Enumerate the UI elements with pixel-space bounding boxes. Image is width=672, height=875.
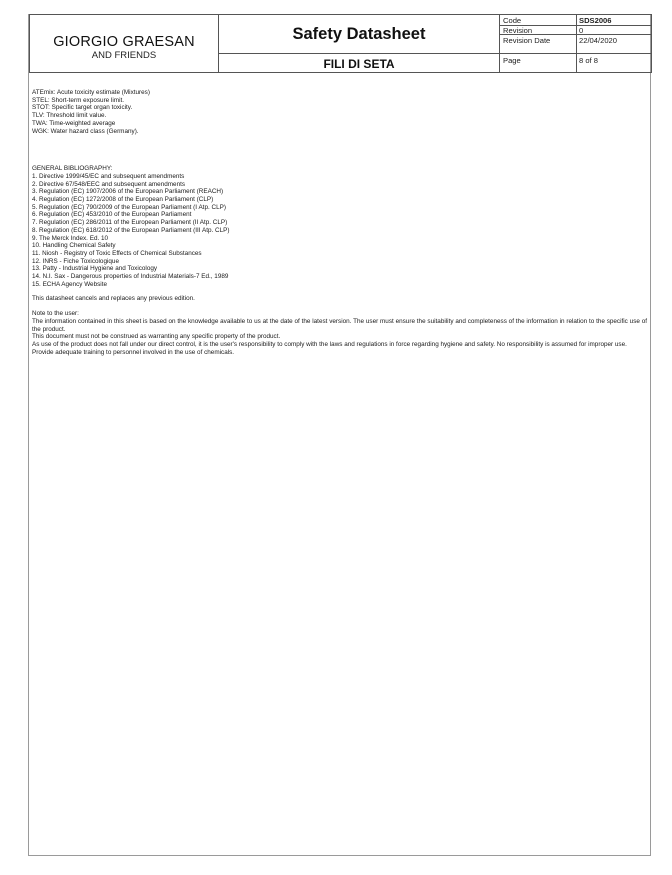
product-name: FILI DI SETA xyxy=(323,57,395,71)
metadata-table xyxy=(500,15,651,72)
note-heading: Note to the user: xyxy=(32,310,79,318)
revision-date-label: Revision Date xyxy=(503,36,551,45)
bibliography-item: 4. Regulation (EC) 1272/2008 of the European Parliament (CLP) xyxy=(32,196,214,204)
page-value: 8 of 8 xyxy=(579,56,598,65)
abbreviation-item: ATEmix: Acute toxicity estimate (Mixtures) xyxy=(32,89,150,96)
bibliography-item: 3. Regulation (EC) 1907/2006 of the European Parliament (REACH) xyxy=(32,188,224,196)
revision-date-value: 22/04/2020 xyxy=(579,36,618,45)
datasheet-header xyxy=(29,14,652,73)
bibliography-item: 7. Regulation (EC) 286/2011 of the European Parliament (II Atp. CLP) xyxy=(32,219,228,227)
meta-divider xyxy=(500,34,651,35)
spacer xyxy=(32,303,647,310)
abbreviation-item: TWA: Time-weighted average xyxy=(32,119,116,127)
note-paragraph: As use of the product does not fall under our direct control, it is the user's responsibility to comply with the laws and regulations in force regarding hygiene and safety. No responsibility is assumed for improper use. xyxy=(32,340,627,348)
revision-label: Revision xyxy=(503,26,533,35)
bibliography-item: 12. INRS - Fiche Toxicologique xyxy=(32,257,119,265)
bibliography-section xyxy=(32,165,647,288)
revision-value: 0 xyxy=(579,26,584,35)
bibliography-item: 10. Handling Chemical Safety xyxy=(32,242,116,250)
bibliography-item: 6. Regulation (EC) 453/2010 of the European Parliament xyxy=(32,211,192,219)
bibliography-item: 5. Regulation (EC) 790/2009 of the European Parliament (I Atp. CLP) xyxy=(32,203,226,211)
code-value: SDS2006 xyxy=(579,16,612,25)
bibliography-item: 13. Patty - Industrial Hygiene and Toxicology xyxy=(32,265,158,273)
bibliography-item: 2. Directive 67/548/EEC and subsequent amendments xyxy=(32,180,186,188)
page-frame xyxy=(28,14,651,856)
spacer xyxy=(32,288,647,295)
note-paragraph: The information contained in this sheet is based on the knowledge available to us at the date of the latest version. The user must ensure the suitability and completeness of the information in relation to the specific use of the product. xyxy=(32,317,647,333)
abbreviation-item: TLV: Threshold limit value. xyxy=(32,112,107,120)
abbreviation-item: STOT: Specific target organ toxicity. xyxy=(32,104,133,112)
bibliography-item: 8. Regulation (EC) 618/2012 of the European Parliament (III Atp. CLP) xyxy=(32,226,230,234)
page-label: Page xyxy=(503,56,521,65)
code-label: Code xyxy=(503,16,522,25)
bibliography-item: 14. N.I. Sax - Dangerous properties of Industrial Materials-7 Ed., 1989 xyxy=(32,273,229,281)
metadata-column-divider xyxy=(576,15,577,72)
company-name: GIORGIO GRAESAN xyxy=(53,34,195,50)
spacer xyxy=(32,135,647,165)
bibliography-item: 15. ECHA Agency Website xyxy=(32,280,107,288)
note-paragraph: This document must not be construed as warranting any specific property of the product. xyxy=(32,333,281,341)
note-paragraph: Provide adequate training to personnel involved in the use of chemicals. xyxy=(32,348,235,356)
note-section xyxy=(32,310,647,356)
title-box xyxy=(219,15,500,72)
meta-divider xyxy=(500,53,651,54)
abbreviation-item: WGK: Water hazard class (Germany). xyxy=(32,127,139,135)
cancel-notice: This datasheet cancels and replaces any previous edition. xyxy=(32,295,195,303)
title-divider xyxy=(219,53,499,54)
datasheet-body xyxy=(32,89,647,356)
bibliography-item: 1. Directive 1999/45/EC and subsequent amendments xyxy=(32,172,185,180)
document-title: Safety Datasheet xyxy=(292,25,426,43)
bibliography-item: 9. The Merck Index. Ed. 10 xyxy=(32,234,109,242)
bibliography-heading: GENERAL BIBLIOGRAPHY: xyxy=(32,165,113,173)
abbreviations-list xyxy=(32,89,647,135)
bibliography-item: 11. Niosh - Registry of Toxic Effects of Chemical Substances xyxy=(32,249,202,257)
abbreviation-item: STEL: Short-term exposure limit. xyxy=(32,96,125,104)
company-box xyxy=(30,15,219,72)
company-subtitle: AND FRIENDS xyxy=(91,50,157,61)
